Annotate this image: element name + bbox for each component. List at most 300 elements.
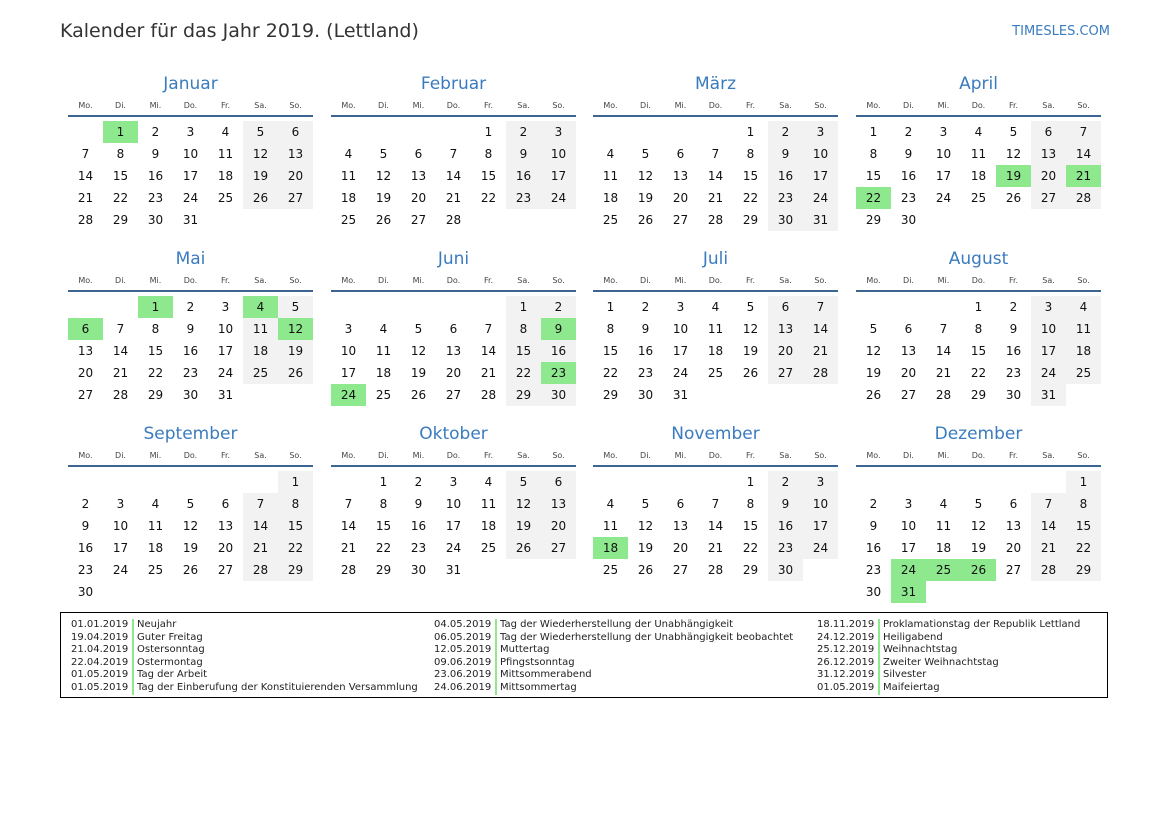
day-cell: 13 <box>1031 143 1066 165</box>
weekday-label: Sa. <box>779 451 792 460</box>
holiday-date: 01.05.2019 <box>71 669 134 682</box>
day-cell: 25 <box>602 563 619 577</box>
holiday-row <box>434 632 793 645</box>
day-cell: 7 <box>484 322 493 336</box>
day-cell: 31 <box>672 388 689 402</box>
day-cell: 29 <box>742 563 759 577</box>
holiday-name: Ostermontag <box>137 656 203 668</box>
day-cell: 25 <box>707 366 724 380</box>
day-cell: 5 <box>869 322 878 336</box>
day-cell: 19 <box>865 366 882 380</box>
weekday-label: Do. <box>446 276 461 285</box>
day-cell: 31 <box>445 563 462 577</box>
day-cell: 22 <box>506 362 541 384</box>
day-cell: 1 <box>606 300 615 314</box>
holiday-row <box>434 682 793 695</box>
day-cell: 13 <box>768 318 803 340</box>
day-cell: 30 <box>182 388 199 402</box>
day-cell: 22 <box>147 366 164 380</box>
weekday-label: Do. <box>708 276 723 285</box>
weekday-header <box>593 447 838 467</box>
month-dezember <box>856 423 1101 603</box>
day-cell: 9 <box>151 147 160 161</box>
day-cell: 5 <box>641 497 650 511</box>
weekday-label: Do. <box>708 451 723 460</box>
day-cell: 15 <box>1066 515 1101 537</box>
weekday-label: Di. <box>378 451 389 460</box>
month-juli <box>593 248 838 406</box>
holiday-row <box>817 669 1080 682</box>
holiday-row <box>71 669 418 682</box>
day-cell: 15 <box>602 344 619 358</box>
day-cell: 18 <box>602 191 619 205</box>
weekday-label: So. <box>1077 276 1090 285</box>
holiday-date: 24.12.2019 <box>817 632 880 645</box>
holiday-day-cell: 9 <box>541 318 576 340</box>
day-cell: 10 <box>803 493 838 515</box>
weekday-header <box>593 272 838 292</box>
day-cell: 11 <box>602 169 619 183</box>
day-cell: 2 <box>869 497 878 511</box>
empty-cell <box>1031 471 1066 493</box>
weekday-label: So. <box>552 276 565 285</box>
day-cell: 9 <box>506 143 541 165</box>
day-cell: 19 <box>637 191 654 205</box>
day-cell: 15 <box>742 519 759 533</box>
day-grid <box>68 471 313 603</box>
day-cell: 29 <box>147 388 164 402</box>
day-cell: 16 <box>768 515 803 537</box>
day-cell: 26 <box>375 213 392 227</box>
day-cell: 20 <box>278 165 313 187</box>
day-cell: 1 <box>1066 471 1101 493</box>
day-cell: 7 <box>1031 493 1066 515</box>
day-cell: 28 <box>935 388 952 402</box>
weekday-label: Do. <box>183 101 198 110</box>
empty-cell <box>366 121 401 143</box>
day-cell: 23 <box>147 191 164 205</box>
holiday-date: 01.05.2019 <box>71 682 134 695</box>
weekday-label: Do. <box>183 451 198 460</box>
empty-cell <box>173 471 208 493</box>
day-cell: 24 <box>445 541 462 555</box>
holiday-date: 01.05.2019 <box>817 682 880 695</box>
weekday-label: Mo. <box>341 276 356 285</box>
holiday-name: Guter Freitag <box>137 631 203 643</box>
weekday-label: So. <box>814 276 827 285</box>
day-cell: 26 <box>182 563 199 577</box>
month-name: November <box>671 424 760 444</box>
holiday-row <box>71 619 418 632</box>
day-cell: 18 <box>243 340 278 362</box>
day-cell: 21 <box>480 366 497 380</box>
day-cell: 21 <box>340 541 357 555</box>
day-cell: 5 <box>186 497 195 511</box>
day-cell: 25 <box>970 191 987 205</box>
day-grid <box>331 471 576 581</box>
empty-cell <box>68 471 103 493</box>
empty-cell <box>891 471 926 493</box>
day-cell: 5 <box>1009 125 1018 139</box>
month-name: Januar <box>163 74 218 94</box>
holiday-date: 24.06.2019 <box>434 682 497 695</box>
weekday-label: Mo. <box>866 101 881 110</box>
day-cell: 4 <box>484 475 493 489</box>
day-grid <box>68 121 313 231</box>
site-link[interactable]: TIMESLES.COM <box>1012 24 1110 39</box>
day-cell: 14 <box>707 169 724 183</box>
holiday-row <box>817 657 1080 670</box>
holiday-row <box>71 644 418 657</box>
empty-cell <box>331 296 366 318</box>
day-cell: 19 <box>506 515 541 537</box>
weekday-label: Sa. <box>779 101 792 110</box>
day-cell: 2 <box>506 121 541 143</box>
holiday-day-cell: 18 <box>593 537 628 559</box>
day-grid <box>593 471 838 581</box>
day-cell: 24 <box>182 191 199 205</box>
day-cell: 5 <box>974 497 983 511</box>
empty-cell <box>628 471 663 493</box>
day-cell: 22 <box>970 366 987 380</box>
day-cell: 21 <box>707 541 724 555</box>
day-grid <box>68 296 313 406</box>
day-cell: 28 <box>1066 187 1101 209</box>
day-cell: 23 <box>865 563 882 577</box>
day-cell: 14 <box>1031 515 1066 537</box>
day-cell: 28 <box>77 213 94 227</box>
day-cell: 17 <box>112 541 129 555</box>
day-cell: 17 <box>541 165 576 187</box>
day-cell: 23 <box>410 541 427 555</box>
holiday-date: 04.05.2019 <box>434 619 497 632</box>
day-cell: 3 <box>1031 296 1066 318</box>
day-cell: 20 <box>768 340 803 362</box>
day-cell: 20 <box>672 191 689 205</box>
day-cell: 25 <box>147 563 164 577</box>
day-cell: 11 <box>707 322 724 336</box>
weekday-label: Sa. <box>517 276 530 285</box>
day-cell: 28 <box>707 213 724 227</box>
day-cell: 13 <box>217 519 234 533</box>
day-cell: 28 <box>112 388 129 402</box>
day-cell: 14 <box>1066 143 1101 165</box>
day-cell: 25 <box>243 362 278 384</box>
day-cell: 11 <box>935 519 952 533</box>
day-cell: 14 <box>340 519 357 533</box>
day-cell: 11 <box>480 497 497 511</box>
empty-cell <box>436 296 471 318</box>
day-cell: 8 <box>151 322 160 336</box>
holiday-name: Weihnachtstag <box>883 644 958 656</box>
day-cell: 1 <box>506 296 541 318</box>
holiday-name: Neujahr <box>137 619 177 630</box>
day-cell: 20 <box>217 541 234 555</box>
day-cell: 24 <box>112 563 129 577</box>
day-cell: 9 <box>768 143 803 165</box>
day-cell: 14 <box>803 318 838 340</box>
day-cell: 9 <box>641 322 650 336</box>
month-märz <box>593 73 838 231</box>
day-cell: 9 <box>869 519 878 533</box>
weekday-label: Mo. <box>341 101 356 110</box>
day-cell: 20 <box>541 515 576 537</box>
empty-cell <box>436 121 471 143</box>
weekday-label: So. <box>1077 101 1090 110</box>
day-cell: 8 <box>606 322 615 336</box>
month-name: September <box>143 424 238 444</box>
day-cell: 10 <box>541 143 576 165</box>
day-cell: 19 <box>742 344 759 358</box>
day-cell: 24 <box>541 187 576 209</box>
day-cell: 21 <box>707 191 724 205</box>
holiday-column <box>817 619 1080 695</box>
day-cell: 16 <box>77 541 94 555</box>
day-cell: 23 <box>768 187 803 209</box>
day-cell: 26 <box>742 366 759 380</box>
day-cell: 27 <box>672 563 689 577</box>
month-name: Dezember <box>934 424 1023 444</box>
day-cell: 27 <box>541 537 576 559</box>
month-oktober <box>331 423 576 581</box>
day-cell: 12 <box>865 344 882 358</box>
weekday-label: Mi. <box>674 101 687 110</box>
weekday-label: Sa. <box>1042 276 1055 285</box>
day-cell: 8 <box>746 497 755 511</box>
day-cell: 4 <box>379 322 388 336</box>
day-cell: 11 <box>243 318 278 340</box>
holiday-date: 22.04.2019 <box>71 657 134 670</box>
day-cell: 5 <box>379 147 388 161</box>
day-cell: 24 <box>217 366 234 380</box>
empty-cell <box>856 296 891 318</box>
holiday-row <box>817 644 1080 657</box>
weekday-label: Mo. <box>78 276 93 285</box>
day-cell: 30 <box>637 388 654 402</box>
holiday-date: 21.04.2019 <box>71 644 134 657</box>
holiday-day-cell: 25 <box>926 559 961 581</box>
day-cell: 12 <box>970 519 987 533</box>
day-cell: 29 <box>970 388 987 402</box>
day-cell: 13 <box>278 143 313 165</box>
weekday-label: Di. <box>903 101 914 110</box>
empty-cell <box>401 296 436 318</box>
day-cell: 17 <box>340 366 357 380</box>
day-cell: 27 <box>1005 563 1022 577</box>
empty-cell <box>103 296 138 318</box>
day-cell: 29 <box>375 563 392 577</box>
weekday-label: Fr. <box>1008 276 1019 285</box>
holiday-row <box>817 619 1080 632</box>
weekday-label: Mo. <box>78 451 93 460</box>
day-cell: 13 <box>445 344 462 358</box>
holiday-day-cell: 4 <box>243 296 278 318</box>
day-cell: 2 <box>641 300 650 314</box>
holiday-day-cell: 22 <box>856 187 891 209</box>
holiday-column <box>434 619 793 695</box>
day-cell: 18 <box>147 541 164 555</box>
day-cell: 29 <box>602 388 619 402</box>
weekday-header <box>856 447 1101 467</box>
empty-cell <box>208 471 243 493</box>
day-cell: 22 <box>1066 537 1101 559</box>
day-cell: 14 <box>445 169 462 183</box>
empty-cell <box>401 121 436 143</box>
day-cell: 13 <box>410 169 427 183</box>
day-cell: 30 <box>410 563 427 577</box>
day-cell: 28 <box>340 563 357 577</box>
weekday-label: Mi. <box>149 101 162 110</box>
holiday-date: 26.12.2019 <box>817 657 880 670</box>
day-cell: 1 <box>974 300 983 314</box>
weekday-label: Fr. <box>220 451 231 460</box>
day-cell: 8 <box>746 147 755 161</box>
day-cell: 13 <box>77 344 94 358</box>
day-cell: 26 <box>637 213 654 227</box>
day-cell: 19 <box>970 541 987 555</box>
day-cell: 8 <box>869 147 878 161</box>
day-cell: 16 <box>182 344 199 358</box>
day-cell: 3 <box>803 471 838 493</box>
holiday-day-cell: 1 <box>138 296 173 318</box>
weekday-label: Di. <box>378 101 389 110</box>
day-cell: 26 <box>410 388 427 402</box>
day-cell: 18 <box>970 169 987 183</box>
day-cell: 7 <box>1066 121 1101 143</box>
day-cell: 16 <box>1005 344 1022 358</box>
day-cell: 16 <box>900 169 917 183</box>
day-cell: 21 <box>803 340 838 362</box>
day-cell: 7 <box>711 497 720 511</box>
day-cell: 21 <box>112 366 129 380</box>
empty-cell <box>331 121 366 143</box>
holiday-name: Maifeiertag <box>883 681 940 693</box>
day-cell: 6 <box>676 147 685 161</box>
weekday-label: Fr. <box>483 276 494 285</box>
day-cell: 26 <box>865 388 882 402</box>
day-cell: 9 <box>414 497 423 511</box>
day-cell: 25 <box>340 213 357 227</box>
day-cell: 10 <box>672 322 689 336</box>
weekday-label: Mo. <box>866 451 881 460</box>
day-cell: 6 <box>676 497 685 511</box>
empty-cell <box>663 471 698 493</box>
empty-cell <box>926 471 961 493</box>
day-cell: 21 <box>77 191 94 205</box>
weekday-label: Mo. <box>78 101 93 110</box>
holiday-day-cell: 21 <box>1066 165 1101 187</box>
holiday-day-cell: 6 <box>68 318 103 340</box>
day-grid <box>856 296 1101 406</box>
weekday-label: Di. <box>115 101 126 110</box>
day-cell: 10 <box>112 519 129 533</box>
day-cell: 22 <box>742 191 759 205</box>
empty-cell <box>698 471 733 493</box>
day-cell: 25 <box>602 213 619 227</box>
day-cell: 17 <box>1031 340 1066 362</box>
day-cell: 18 <box>707 344 724 358</box>
day-cell: 26 <box>637 563 654 577</box>
day-cell: 24 <box>803 187 838 209</box>
weekday-label: Fr. <box>745 276 756 285</box>
holiday-date: 01.01.2019 <box>71 619 134 632</box>
day-cell: 28 <box>243 559 278 581</box>
holiday-date: 06.05.2019 <box>434 632 497 645</box>
weekday-label: Do. <box>446 101 461 110</box>
weekday-label: Mi. <box>412 101 425 110</box>
day-cell: 16 <box>410 519 427 533</box>
month-september <box>68 423 313 603</box>
day-cell: 27 <box>445 388 462 402</box>
day-cell: 3 <box>221 300 230 314</box>
day-cell: 3 <box>803 121 838 143</box>
month-name: März <box>695 74 736 94</box>
holiday-day-cell: 26 <box>961 559 996 581</box>
weekday-label: Di. <box>378 276 389 285</box>
day-cell: 10 <box>935 147 952 161</box>
day-cell: 6 <box>278 121 313 143</box>
day-cell: 12 <box>182 519 199 533</box>
day-cell: 3 <box>344 322 353 336</box>
day-cell: 26 <box>243 187 278 209</box>
holiday-date: 23.06.2019 <box>434 669 497 682</box>
day-cell: 15 <box>970 344 987 358</box>
day-cell: 19 <box>410 366 427 380</box>
day-cell: 23 <box>637 366 654 380</box>
day-cell: 24 <box>1031 362 1066 384</box>
day-cell: 14 <box>112 344 129 358</box>
day-cell: 13 <box>541 493 576 515</box>
day-cell: 8 <box>116 147 125 161</box>
holiday-name: Tag der Wiederherstellung der Unabhängigkeit <box>500 619 734 630</box>
weekday-label: So. <box>552 101 565 110</box>
day-cell: 20 <box>445 366 462 380</box>
weekday-label: Fr. <box>483 101 494 110</box>
day-cell: 27 <box>900 388 917 402</box>
day-cell: 20 <box>1031 165 1066 187</box>
day-cell: 31 <box>182 213 199 227</box>
weekday-label: So. <box>289 276 302 285</box>
month-name: Juli <box>702 249 729 269</box>
weekday-label: Fr. <box>220 276 231 285</box>
day-cell: 19 <box>182 541 199 555</box>
day-cell: 10 <box>900 519 917 533</box>
day-cell: 13 <box>672 519 689 533</box>
day-cell: 4 <box>344 147 353 161</box>
empty-cell <box>103 471 138 493</box>
day-cell: 25 <box>480 541 497 555</box>
weekday-label: Fr. <box>483 451 494 460</box>
holiday-name: Muttertag <box>500 644 550 656</box>
day-cell: 6 <box>1031 121 1066 143</box>
weekday-label: Di. <box>115 451 126 460</box>
month-name: Juni <box>437 249 470 269</box>
weekday-header <box>856 97 1101 117</box>
day-cell: 12 <box>637 169 654 183</box>
day-cell: 8 <box>974 322 983 336</box>
holiday-name: Tag der Wiederherstellung der Unabhängigkeit beobachtet <box>500 631 794 643</box>
day-cell: 14 <box>77 169 94 183</box>
day-cell: 9 <box>186 322 195 336</box>
weekday-header <box>331 272 576 292</box>
weekday-header <box>68 272 313 292</box>
day-cell: 16 <box>865 541 882 555</box>
holiday-name: Tag der Arbeit <box>137 669 208 681</box>
day-cell: 6 <box>541 471 576 493</box>
day-cell: 7 <box>81 147 90 161</box>
month-name: Februar <box>420 74 487 94</box>
day-cell: 31 <box>217 388 234 402</box>
